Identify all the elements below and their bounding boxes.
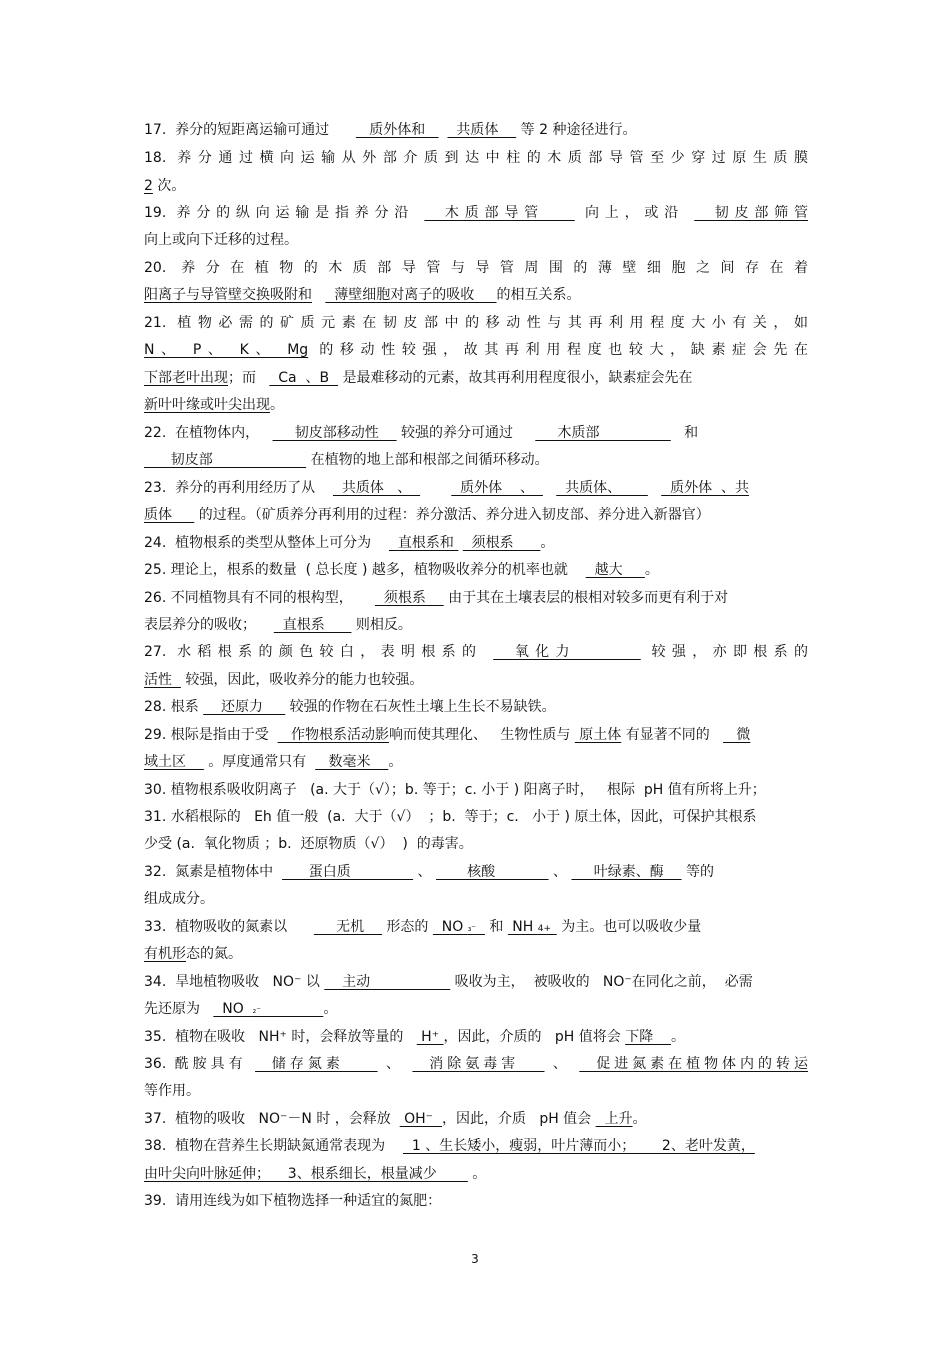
text-run: 23. 养分的再利用经历了从 [144, 480, 333, 496]
answer-blank: 有机形 [144, 946, 186, 962]
text-run: 是最难移动的元素，故其再利用程度很小，缺素症会先在 [338, 370, 693, 386]
text-line [144, 616, 808, 634]
answer-blank: 薄壁细胞对离子的吸收 [325, 287, 497, 303]
text-run: ，因此，介质 pH 值会 [441, 1111, 596, 1127]
answer-blank: N、 P、 K、 Mg [144, 342, 309, 358]
text-run: 31. 水稻根际的 Eh 值一般 (a. 大于（√） ；b. 等于；c. 小于 ) 原土体，因此，可保护其根系 [144, 809, 757, 825]
text-run: 19. 养分的纵向运输是指养分沿 [144, 205, 425, 221]
text-line [144, 451, 808, 469]
text-line [144, 726, 808, 744]
answer-blank: 微 [723, 727, 751, 743]
answer-blank: 木质部 [535, 425, 671, 441]
answer-blank: 活性 [144, 672, 181, 688]
text-line [144, 259, 808, 277]
text-run: 在植物的地上部和根部之间循环移动。 [306, 452, 549, 468]
text-run: 向上或向下迁移的过程。 [144, 232, 298, 248]
text-run: 21. 植物必需的矿质元素在韧皮部中的移动性与其再利用程度大小有关，如 [144, 315, 808, 331]
answer-blank: 作物根系活动影 [277, 727, 389, 743]
text-run: 较强的作物在石灰性土壤上生长不易缺铁。 [285, 699, 556, 715]
text-run: 和 [484, 919, 508, 935]
text-run: 较强的养分可通过 [396, 425, 536, 441]
text-run: 28. 根系 [144, 699, 204, 715]
text-run: 。 [323, 1001, 338, 1017]
answer-blank: 共质体、 [556, 480, 648, 496]
answer-blank: Ca 、B [269, 370, 339, 386]
text-run: 37. 植物的吸收 NO⁻－N 时 ，会释放 [144, 1111, 400, 1127]
text-line [144, 1137, 808, 1155]
text-run: ，因此，介质的 pH 值将会 [443, 1029, 626, 1045]
text-run: 22. 在植物体内， [144, 425, 273, 441]
text-run: 、 [377, 1056, 413, 1072]
text-line [144, 671, 808, 689]
text-run: 的过程。（矿质养分再利用的过程：养分激活、养分进入韧皮部、养分进入新器官） [194, 507, 710, 523]
answer-blank: NO [432, 919, 468, 935]
answer-blank: 木质部导管 [424, 205, 575, 221]
text-run: 27. 水稻根系的颜色较白，表明根系的 [144, 644, 494, 660]
text-line [144, 698, 808, 716]
text-run: 等 2 种途径进行。 [516, 122, 637, 138]
answer-blank: 共质体 [447, 122, 517, 138]
text-run: 。 [644, 562, 659, 578]
answer-blank: 数毫米 [315, 754, 389, 770]
text-line [144, 589, 808, 607]
text-run: 。 [540, 535, 555, 551]
text-run: 32. 氮素是植物体中 [144, 864, 283, 880]
answer-blank: 核酸 [436, 864, 549, 880]
text-run: 38. 植物在营养生长期缺氮通常表现为 [144, 1138, 403, 1154]
answer-blank: 新叶叶缘或叶尖出现 [144, 397, 270, 413]
answer-blank: 蛋白质 [282, 864, 414, 880]
text-run: 吸收为主， 被吸收的 NO⁻在同化之前， 必需 [450, 974, 753, 990]
text-line [144, 396, 808, 414]
text-run: 33. 植物吸收的氮素以 [144, 919, 314, 935]
answer-blank: 下降 [625, 1029, 672, 1045]
text-run: 39. 请用连线为如下植物选择一种适宜的氮肥： [144, 1193, 442, 1209]
text-line [144, 286, 808, 304]
text-line [144, 643, 808, 661]
text-run: 。 [467, 1166, 487, 1182]
answer-blank: 由叶尖向叶脉延伸； 3、根系细长，根量减少 [144, 1166, 468, 1182]
text-run: 20. 养分在植物的木质部导管与导管周围的薄壁细胞之间存在着 [144, 260, 808, 276]
answer-blank: 质外体 、共 [661, 480, 750, 496]
text-line [144, 1000, 808, 1020]
text-run: 态的氮。 [186, 946, 242, 962]
text-run: 25. 理论上，根系的数量 ( 总长度 ) 越多，植物吸收养分的机率也就 [144, 562, 586, 578]
text-run: 次。 [152, 178, 186, 194]
text-run: 向上，或沿 [574, 205, 695, 221]
text-run: 、 [544, 1056, 580, 1072]
text-run: 较强，因此，吸收养分的能力也较强。 [180, 672, 424, 688]
text-run: 响而使其理化、 生物性质与 [388, 727, 575, 743]
answer-blank: 无机 [313, 919, 382, 935]
answer-blank: 域土区 [144, 754, 204, 770]
text-line [144, 149, 808, 167]
text-line [144, 1028, 808, 1046]
answer-blank: 主动 [324, 974, 451, 990]
text-run: 26. 不同植物具有不同的根构型， [144, 590, 375, 606]
text-line [144, 479, 808, 497]
text-line [144, 204, 808, 222]
text-line [144, 534, 808, 552]
answer-blank: 直根系 [273, 617, 352, 633]
answer-blank: 上升 [595, 1111, 633, 1127]
text-line [144, 945, 808, 963]
text-line [144, 1165, 808, 1183]
text-line [144, 1055, 808, 1073]
text-run: 为主。也可以吸收少量 [556, 919, 702, 935]
answer-blank: 储存氮素 [255, 1056, 378, 1072]
text-run [648, 480, 661, 496]
text-run: 。厚度通常只有 [203, 754, 316, 770]
text-line [144, 506, 808, 524]
text-line [144, 341, 808, 359]
text-run: 36. 酰胺具有 [144, 1056, 256, 1072]
text-line [144, 781, 808, 799]
answer-blank: ₂⁻ [252, 1006, 262, 1016]
text-line [144, 231, 808, 249]
text-run: 。 [388, 754, 403, 770]
text-line [144, 314, 808, 332]
text-run: 、 [413, 864, 436, 880]
text-run: 34. 旱地植物吸收 NO⁻ 以 [144, 974, 325, 990]
answer-blank: 共质体 、 [332, 480, 421, 496]
text-line [144, 918, 808, 938]
text-run: 、 [548, 864, 572, 880]
text-run: 较强，亦即根系的 [640, 644, 808, 660]
answer-blank: NO [213, 1001, 253, 1017]
answer-blank: 氧化力 [493, 644, 641, 660]
answer-blank: 质外体和 [355, 122, 439, 138]
text-line [144, 808, 808, 826]
answer-blank: 质外体 、 [451, 480, 543, 496]
answer-blank: 阳离子与导管壁交换吸附和 [144, 287, 312, 303]
text-run: 。 [632, 1111, 647, 1127]
answer-blank: 1 、生长矮小，瘦弱，叶片薄而小； 2、老叶发黄， [402, 1138, 755, 1154]
text-run [312, 287, 325, 303]
answer-blank: 须根系 [462, 535, 541, 551]
answer-blank [476, 919, 485, 935]
answer-blank: 原土体 [574, 727, 622, 743]
answer-blank: H⁺ [416, 1029, 444, 1045]
text-line [144, 561, 808, 579]
text-run: 形态的 [381, 919, 433, 935]
text-line [144, 1082, 808, 1100]
text-line [144, 369, 808, 387]
text-run: 30. 植物根系吸收阴离子 (a. 大于（√）；b. 等于；c. 小于 ) 阳离子时， 根际 pH 值有所将上升； [144, 782, 766, 798]
text-run: 表层养分的吸收； [144, 617, 274, 633]
text-run: 。 [671, 1029, 686, 1045]
text-run: 29. 根际是指由于受 [144, 727, 278, 743]
text-run: 的移动性较强，故其再利用程度也较大，缺素症会先在 [308, 342, 808, 358]
text-run: 少受 (a. 氧化物质 ；b. 还原物质（√） ) 的毒害。 [144, 836, 473, 852]
answer-blank: NH [507, 919, 538, 935]
text-run: 24. 植物根系的类型从整体上可分为 [144, 535, 389, 551]
answer-blank: ₃⁻ [467, 924, 477, 934]
text-run: 17. 养分的短距离运输可通过 [144, 122, 356, 138]
answer-blank: 韧皮部 [144, 452, 307, 468]
page-number: 3 [471, 1252, 479, 1266]
text-run: 的相互关系。 [496, 287, 581, 303]
answer-blank: 叶绿素、酶 [571, 864, 682, 880]
text-run: 先还原为 [144, 1001, 214, 1017]
answer-blank: 还原力 [203, 699, 286, 715]
answer-blank: 越大 [585, 562, 645, 578]
answer-blank: 须根系 [374, 590, 444, 606]
text-line [144, 973, 808, 991]
text-line [144, 424, 808, 442]
answer-blank: 2 [144, 178, 153, 194]
text-line [144, 863, 808, 881]
answer-blank: 消除氨毒害 [412, 1056, 545, 1072]
answer-blank: 下部老叶出现 [144, 370, 228, 386]
answer-blank: 质体 [144, 507, 195, 523]
text-line [144, 890, 808, 908]
answer-blank [261, 1001, 323, 1017]
text-line [144, 835, 808, 853]
answer-blank: 韧皮部筛管 [694, 205, 808, 221]
answer-blank: OH⁻ [399, 1111, 442, 1127]
text-run: 18. 养分通过横向运输从外部介质到达中柱的木质部导管至少穿过原生质膜 [144, 150, 808, 166]
answer-blank: 直根系和 [388, 535, 459, 551]
text-run: 组成成分。 [144, 891, 214, 907]
text-run: 有显著不同的 [621, 727, 724, 743]
text-run: 和 [670, 425, 699, 441]
text-line [144, 177, 808, 195]
text-run: 则相反。 [351, 617, 412, 633]
text-line [144, 753, 808, 771]
text-run [543, 480, 556, 496]
text-run: 等的 [681, 864, 714, 880]
text-run: 由于其在土壤表层的根相对较多而更有利于对 [443, 590, 729, 606]
answer-blank: 促进氮素在植物体内的转运 [579, 1056, 808, 1072]
text-run: ；而 [228, 370, 270, 386]
text-run [420, 480, 451, 496]
text-run: 。 [270, 397, 284, 413]
text-line [144, 1192, 808, 1210]
text-line [144, 121, 808, 139]
text-run: 等作用。 [144, 1083, 200, 1099]
answer-blank: 4+ [537, 924, 557, 934]
text-line [144, 1110, 808, 1128]
answer-blank: 韧皮部移动性 [272, 425, 397, 441]
text-run: 35. 植物在吸收 NH⁺ 时，会释放等量的 [144, 1029, 417, 1045]
